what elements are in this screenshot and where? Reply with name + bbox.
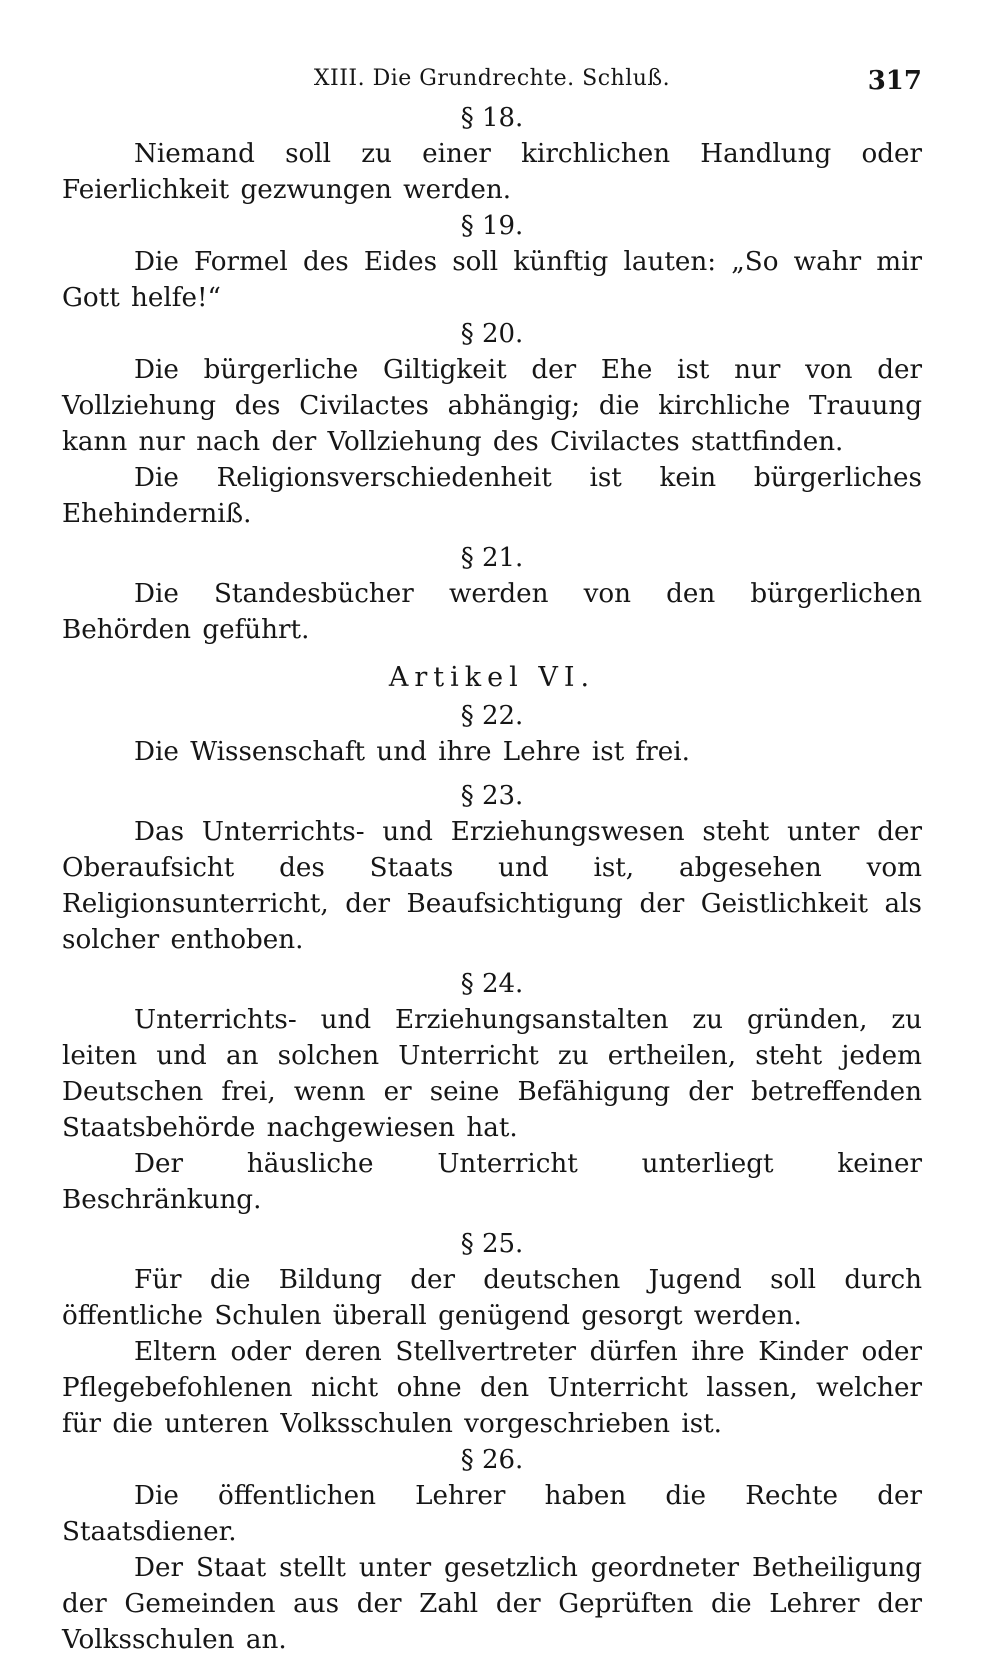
- paragraph: Die Formel des Eides soll künftig lauten: „So wahr mir Gott helfe!“: [62, 247, 922, 313]
- running-title: XIII. Die Grundrechte. Schluß.: [313, 66, 671, 91]
- section-20: [62, 316, 922, 532]
- section-heading: § 26.: [460, 1445, 524, 1475]
- paragraph: Unterrichts- und Erziehungsanstalten zu gründen, zu leiten und an solchen Unterricht zu ertheilen, steht jedem Deutschen frei, wenn er seine Befähigung der betreffenden Staatsbehörde nachgewiesen hat.: [62, 1005, 922, 1143]
- book-page: [62, 58, 922, 1655]
- paragraph: Der Staat stellt unter gesetzlich geordneter Betheiligung der Gemeinden aus der Zahl der Geprüften die Lehrer der Volksschulen an.: [62, 1553, 922, 1655]
- paragraph: Die Standesbücher werden von den bürgerlichen Behörden geführt.: [62, 579, 922, 645]
- section-24: [62, 966, 922, 1218]
- paragraph: Für die Bildung der deutschen Jugend soll durch öffentliche Schulen überall genügend gesorgt werden.: [62, 1265, 922, 1331]
- section-23: [62, 778, 922, 958]
- section-19: [62, 208, 922, 316]
- paragraph: Die Wissenschaft und ihre Lehre ist frei.: [134, 737, 690, 767]
- running-header: [62, 58, 922, 100]
- section-heading: § 19.: [460, 211, 524, 241]
- section-22: [62, 698, 922, 770]
- section-heading: § 18.: [460, 103, 524, 133]
- page-number: 317: [867, 66, 922, 96]
- section-heading: § 21.: [460, 543, 524, 573]
- article-heading: Artikel VI.: [388, 662, 596, 693]
- paragraph: Eltern oder deren Stellvertreter dürfen ihre Kinder oder Pflegebefohlenen nicht ohne den Unterricht lassen, welcher für die unteren Volksschulen vorgeschrieben ist.: [62, 1337, 922, 1439]
- section-26: [62, 1442, 922, 1658]
- paragraph: Die Religionsverschiedenheit ist kein bürgerliches Ehehinderniß.: [62, 463, 922, 529]
- section-heading: § 24.: [460, 969, 524, 999]
- paragraph: Der häusliche Unterricht unterliegt keiner Beschränkung.: [62, 1149, 922, 1215]
- paragraph: Niemand soll zu einer kirchlichen Handlung oder Feierlichkeit gezwungen werden.: [62, 139, 922, 205]
- section-heading: § 22.: [460, 701, 524, 731]
- section-18: [62, 100, 922, 208]
- section-heading: § 20.: [460, 319, 524, 349]
- section-heading: § 23.: [460, 781, 524, 811]
- paragraph: Die bürgerliche Giltigkeit der Ehe ist nur von der Vollziehung des Civilactes abhängig; die kirchliche Trauung kann nur nach der Vollziehung des Civilactes stattfinden.: [62, 355, 922, 457]
- section-25: [62, 1226, 922, 1442]
- paragraph: Die öffentlichen Lehrer haben die Rechte der Staatsdiener.: [62, 1481, 922, 1547]
- section-heading: § 25.: [460, 1229, 524, 1259]
- section-21: [62, 540, 922, 648]
- paragraph: Das Unterrichts- und Erziehungswesen steht unter der Oberaufsicht des Staats und ist, abgesehen vom Religionsunterricht, der Beaufsichtigung der Geistlichkeit als solcher enthoben.: [62, 817, 922, 955]
